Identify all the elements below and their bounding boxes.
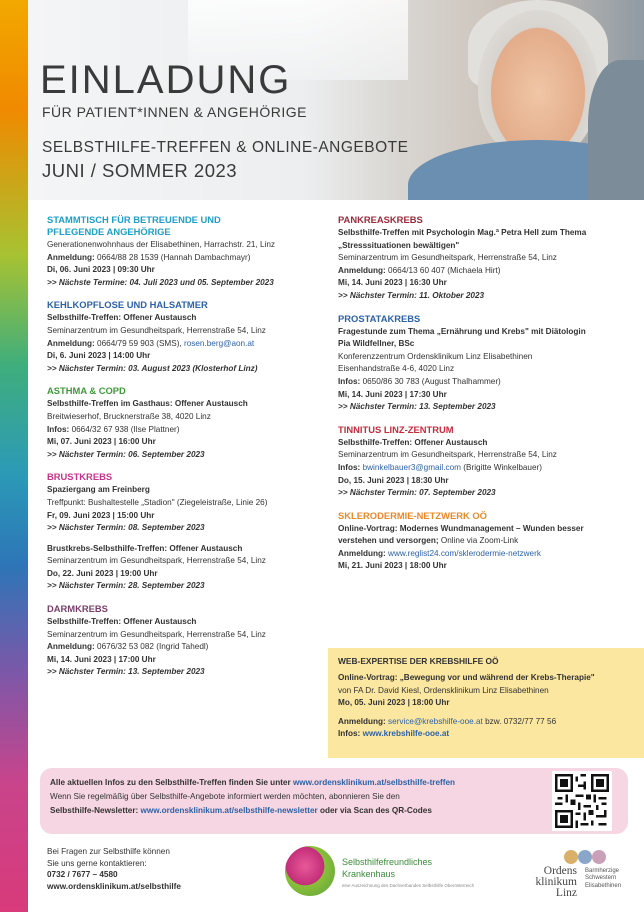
location: Seminarzentrum im Gesundheitspark, Herrenstraße 54, Linz [47,629,266,639]
next-dates: >> Nächster Termin: 03. August 2023 (Klosterhof Linz) [47,363,258,373]
next-dates: >> Nächster Termin: 08. September 2023 [47,523,205,533]
section-pankreas [338,214,633,303]
event-type-cont: verstehen und versorgen; Online via Zoom-Link [338,536,519,546]
selbsthilfe-logo-icon [285,846,335,896]
location-address: Eisenhandstraße 4-6, 4020 Linz [338,364,455,374]
contact-phone: 0732 / 7677 – 4580 [47,870,118,879]
page-period: JUNI / SOMMER 2023 [42,160,238,181]
event-topic: „Stresssituationen bewältigen" [338,240,460,250]
section-kehlkopf [47,299,322,375]
event-type: Spaziergang am Freinberg [47,485,150,495]
web-speaker: von FA Dr. David Kiesl, Ordensklinikum Linz Elisabethinen [338,685,549,695]
selbsthilfe-logo-text: Selbsthilfefreundliches Krankenhaus [342,857,433,879]
location: Breitwieserhof, Brucknerstraße 38, 4020 Linz [47,411,211,421]
location: Treffpunkt: Bushaltestelle „Stadion" (Ziegeleistraße, Linie 26) [47,497,268,507]
info-banner [40,768,628,834]
location: Generationenwohnhaus der Elisabethinen, Harrachstr. 21, Linz [47,240,276,249]
contact-web: www.ordensklinikum.at/selbsthilfe [47,881,181,891]
registration: Infos: bwinkelbauer3@gmail.com (Brigitte Winkelbauer) [338,462,542,472]
page-title: EINLADUNG [40,58,292,102]
section-title: STAMMTISCH FÜR BETREUENDE UND PFLEGENDE ANGEHÖRIGE [47,214,221,237]
treffen-link[interactable]: www.ordensklinikum.at/selbsthilfe-treffen [292,778,456,787]
email-link[interactable]: service@krebshilfe-ooe.at [385,716,483,726]
section-prostata [338,313,633,414]
registration-link[interactable]: www.reglist24.com/sklerodermie-netzwerk [385,548,541,558]
email-link[interactable]: rosen.berg@aon.at [183,338,255,348]
registration: Anmeldung: 0676/32 53 082 (Ingrid Tahedl) [47,642,209,652]
registration: Infos: 0650/86 30 783 (August Thalhammer) [338,376,501,386]
registration: Anmeldung: 0664/88 28 1539 (Hannah Dambachmayr) [47,252,251,262]
next-dates: >> Nächster Termin: 28. September 2023 [47,581,205,591]
section-title: PANKREASKREBS [338,214,423,225]
footer-contact: Bei Fragen zur Selbsthilfe können Sie uns gerne kontaktieren: 0732 / 7677 – 4580 www.ordensklinikum.at/selbsthilfe [47,847,181,891]
registration: Anmeldung: www.reglist24.com/sklerodermie-netzwerk [338,548,541,558]
banner-line3: Selbsthilfe-Newsletter: www.ordensklinikum.at/selbsthilfe-newsletter oder via Scan des QR-Codes [50,806,432,815]
web-link[interactable]: www.krebshilfe-ooe.at [360,729,450,739]
date: Mi, 07. Juni 2023 | 16:00 Uhr [47,437,156,447]
section-sklerodermie [338,510,633,573]
event-type: Selbsthilfe-Treffen: Offener Austausch [47,617,197,627]
next-dates: >> Nächster Termin: 13. September 2023 [47,667,205,677]
location: Seminarzentrum im Gesundheitspark, Herrenstraße 54, Linz [47,325,266,335]
section-title: TINNITUS LINZ-ZENTRUM [338,423,454,435]
next-dates: >> Nächster Termin: 07. September 2023 [338,488,496,498]
web-title: WEB-EXPERTISE DER KREBSHILFE OÖ [338,656,499,666]
section-title: KEHLKOPFLOSE UND HALSATMER [47,299,208,311]
date: Mi, 14. Juni 2023 | 17:00 Uhr [47,654,156,664]
event-type: Online-Vortrag: Modernes Wundmanagement – Wunden besser [338,523,584,533]
date: Di, 6. Juni 2023 | 14:00 Uhr [47,351,151,361]
date: Fr, 09. Juni 2023 | 15:00 Uhr [47,510,155,520]
color-stripe [0,0,28,912]
event-type: Brustkrebs-Selbsthilfe-Treffen: Offener Austausch [47,543,243,553]
section-title: BRUSTKREBS [47,471,113,483]
location: Konferenzzentrum Ordensklinikum Linz Elisabethinen [338,351,533,361]
next-dates: >> Nächster Termin: 11. Oktober 2023 [338,290,485,300]
next-dates: >> Nächster Termin: 06. September 2023 [47,449,205,459]
section-stammtisch [47,214,322,289]
section-title: PROSTATAKREBS [338,312,421,324]
web-info: Infos: www.krebshilfe-ooe.at [338,729,450,739]
ordensklinikum-logo-text: Ordens klinikum Linz [535,865,577,899]
event-type: Selbsthilfe-Treffen mit Psychologin Mag.ª Petra Hell zum Thema [338,228,587,237]
right-column [338,214,633,583]
section-title: DARMKREBS [47,603,108,615]
event-type: Selbsthilfe-Treffen: Offener Austausch [47,313,197,323]
date: Mi, 14. Juni 2023 | 16:30 Uhr [338,278,447,288]
section-brustkrebs [47,471,322,593]
event-type: Selbsthilfe-Treffen im Gasthaus: Offener Austausch [47,399,248,409]
email-link[interactable]: bwinkelbauer3@gmail.com [360,462,461,472]
location: Seminarzentrum im Gesundheitspark, Herrenstraße 54, Linz [338,253,557,263]
newsletter-link[interactable]: www.ordensklinikum.at/selbsthilfe-newsletter [140,806,318,815]
web-registration: Anmeldung: service@krebshilfe-ooe.at bzw. 0732/77 77 56 [338,716,557,726]
location: Seminarzentrum im Gesundheitspark, Herrenstraße 54, Linz [338,450,557,460]
web-date: Mo, 05. Juni 2023 | 18:00 Uhr [338,698,450,708]
registration: Infos: 0664/32 67 938 (Ilse Plattner) [47,424,180,434]
web-talk: Online-Vortrag: „Bewegung vor und während der Krebs-Therapie" [338,673,595,683]
next-dates: >> Nächste Termine: 04. Juli 2023 und 05. September 2023 [47,277,274,287]
selbsthilfe-logo-subtext: eine Auszeichnung des Dachverbandes Selbsthilfe Oberösterreich [342,883,475,888]
page-subtitle: FÜR PATIENT*INNEN & ANGEHÖRIGE [42,104,307,120]
event-speaker: Pia Wildfellner, BSc [338,339,415,349]
location: Seminarzentrum im Gesundheitspark, Herrenstraße 54, Linz [47,556,266,566]
ordensklinikum-logo-subtext: Barmherzige Schwestern Elisabethinen [585,868,622,889]
date: Mi, 14. Juni 2023 | 17:30 Uhr [338,389,447,399]
qr-code[interactable] [552,771,612,831]
next-dates: >> Nächster Termin: 13. September 2023 [338,402,496,412]
date: Mi, 21. Juni 2023 | 18:00 Uhr [338,561,447,571]
section-title: SKLERODERMIE-NETZWERK OÖ [338,509,487,521]
date: Do, 22. Juni 2023 | 19:00 Uhr [47,568,158,578]
section-asthma [47,385,322,461]
banner-line1: Alle aktuellen Infos zu den Selbsthilfe-Treffen finden Sie unter www.ordensklinikum.at/selbsthilfe-treffen [50,778,456,787]
banner-line2: Wenn Sie regelmäßig über Selbsthilfe-Angebote informiert werden möchten, abonnieren Sie den [50,792,400,801]
event-type: Selbsthilfe-Treffen: Offener Austausch [338,437,488,447]
web-expertise-box [328,648,644,758]
section-title: ASTHMA & COPD [47,385,126,397]
page-headline: SELBSTHILFE-TREFFEN & ONLINE-ANGEBOTE [42,139,409,156]
registration: Anmeldung: 0664/79 59 903 (SMS), rosen.berg@aon.at [47,338,255,348]
date: Di, 06. Juni 2023 | 09:30 Uhr [47,265,155,275]
date: Do, 15. Juni 2023 | 18:30 Uhr [338,475,449,485]
section-darmkrebs [47,603,322,679]
registration: Anmeldung: 0664/13 60 407 (Michaela Hirt) [338,265,501,275]
section-tinnitus [338,424,633,500]
left-column [47,214,322,689]
event-type: Fragestunde zum Thema „Ernährung und Krebs" mit Diätologin [338,326,586,336]
